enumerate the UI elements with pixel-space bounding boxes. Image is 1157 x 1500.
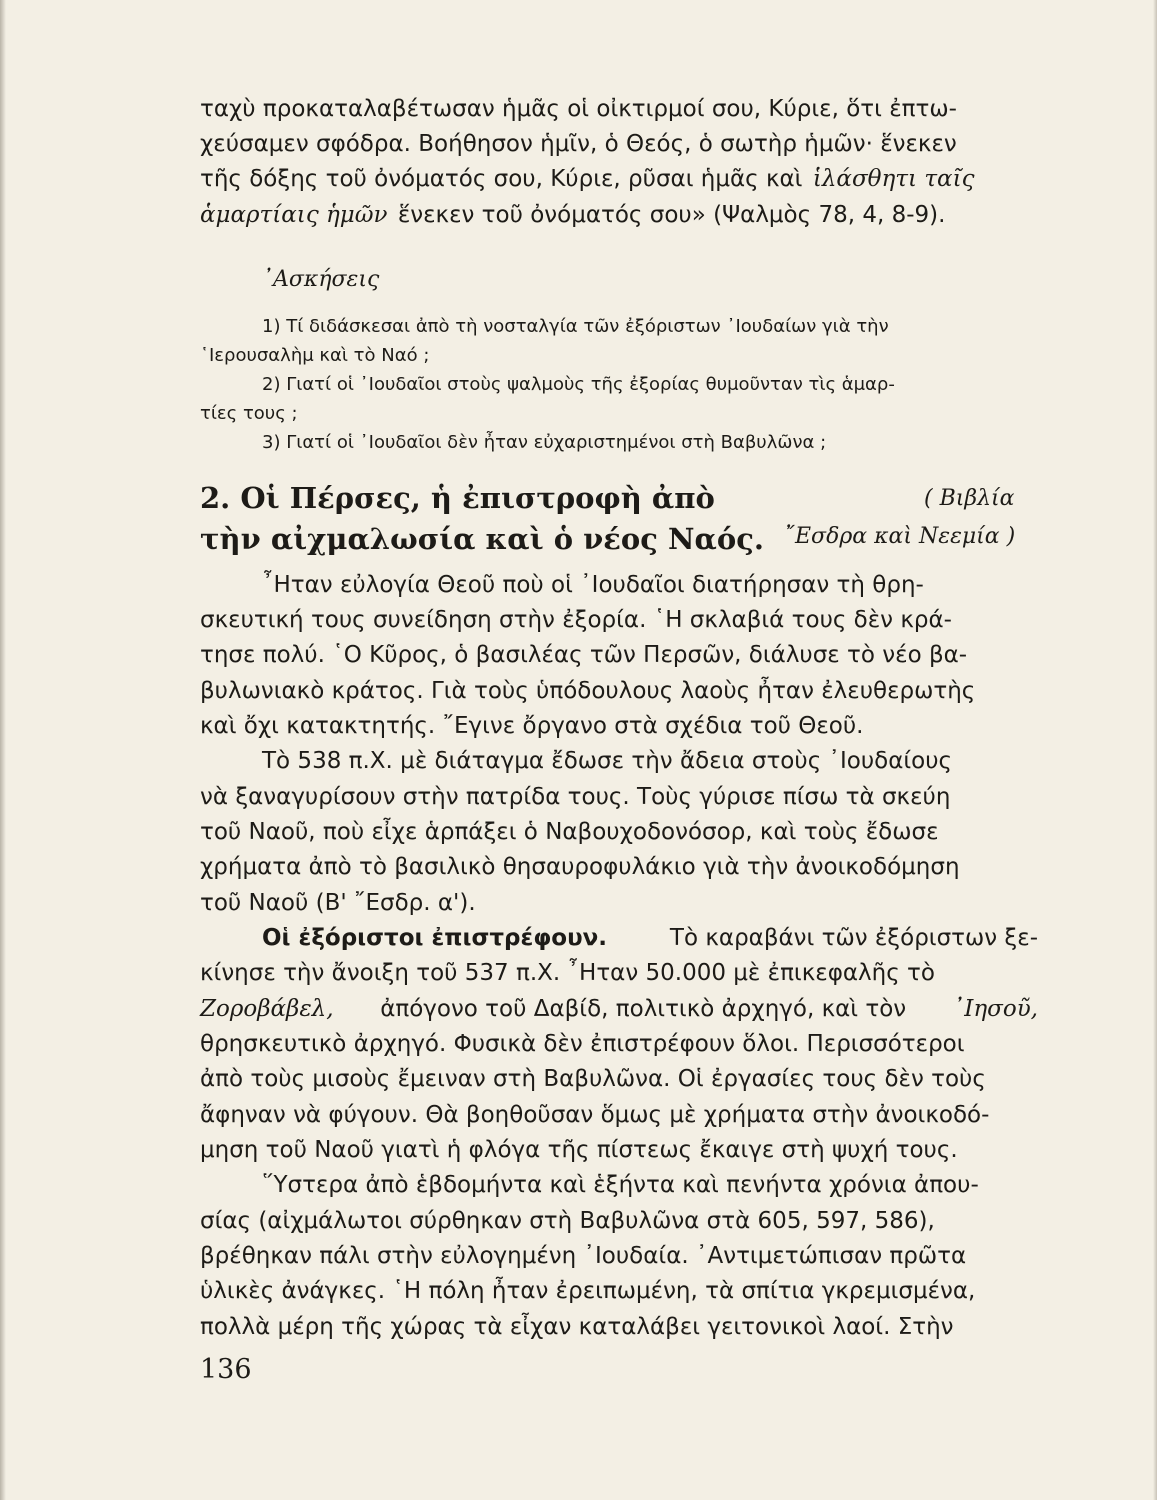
intro-line [200,200,1038,230]
exercise-line: 2) Γιατί οἱ ᾿Ιουδαῖοι στοὺς ψαλμοὺς τῆς ἐξορίας θυμοῦνταν τὶς ἁμαρ- [262,374,895,395]
body-line: ῏Ηταν εὐλογία Θεοῦ ποὺ οἱ ᾿Ιουδαῖοι διατήρησαν τὴ θρη- [262,572,924,598]
bold-subheading: Οἱ ἐξόριστοι ἐπιστρέφουν. [262,925,608,951]
exercise-line: τίες τους ; [200,403,298,424]
italic-name: Ζοροβάβελ, [200,996,334,1022]
body-line: θρησκευτικὸ ἀρχηγό. Φυσικὰ δὲν ἐπιστρέφουν ὅλοι. Περισσότεροι [200,1031,965,1057]
exercises-heading: ᾿Ασκήσεις [262,267,380,292]
intro-line-text: τῆς δόξης τοῦ ὀνόματός σου, Κύριε, ρῦσαι ἡμᾶς καὶ [200,166,803,192]
body-line: μηση τοῦ Ναοῦ γιατὶ ἡ φλόγα τῆς πίστεως ἔκαιγε στὴ ψυχή τους. [200,1137,958,1163]
body-line: χρήματα ἀπὸ τὸ βασιλικὸ θησαυροφυλάκιο γιὰ τὴν ἀνοικοδόμηση [200,854,960,880]
body-line: ἀπὸ τοὺς μισοὺς ἔμειναν στὴ Βαβυλῶνα. Οἱ ἐργασίες τους δὲν τοὺς [200,1066,986,1092]
body-line: ῞Υστερα ἀπὸ ἑβδομήντα καὶ ἑξήντα καὶ πενήντα χρόνια ἀπου- [262,1172,979,1198]
exercise-line: 3) Γιατί οἱ ᾿Ιουδαῖοι δὲν ἦταν εὐχαριστημένοι στὴ Βαβυλῶνα ; [262,432,827,453]
body-line: ἄφηναν νὰ φύγουν. Θὰ βοηθοῦσαν ὅμως μὲ χρήματα στὴν ἀνοικοδό- [200,1102,990,1128]
body-line: ὑλικὲς ἀνάγκες. ῾Η πόλη ἦταν ἐρειπωμένη, τὰ σπίτια γκρεμισμένα, [200,1278,976,1304]
body-line-text: Τὸ καραβάνι τῶν ἐξόριστων ξε- [669,925,1038,951]
body-line: βρέθηκαν πάλι στὴν εὐλογημένη ᾿Ιουδαία. ᾿Αντιμετώπισαν πρῶτα [200,1243,967,1269]
italic-name: ᾿Ιησοῦ, [952,996,1038,1022]
intro-italic-phrase: ἁμαρτίαις ἡμῶν [200,202,388,228]
body-line: νὰ ξαναγυρίσουν στὴν πατρίδα τους. Τοὺς γύρισε πίσω τὰ σκεύη [200,784,951,810]
body-line [262,923,1038,953]
page-edge-shadow-left [0,0,6,1500]
body-line: Τὸ 538 π.Χ. μὲ διάταγμα ἔδωσε τὴν ἄδεια στοὺς ᾿Ιουδαίους [262,748,953,774]
body-line: βυλωνιακὸ κράτος. Γιὰ τοὺς ὑπόδουλους λαοὺς ἦταν ἐλευθερωτὴς [200,678,976,704]
body-line: καὶ ὄχι κατακτητής. ῎Εγινε ὄργανο στὰ σχέδια τοῦ Θεοῦ. [200,713,864,739]
body-line: τοῦ Ναοῦ, ποὺ εἶχε ἁρπάξει ὁ Ναβουχοδονόσορ, καὶ τοὺς ἔδωσε [200,819,939,845]
section-title-line: 2. Οἱ Πέρσες, ἡ ἐπιστροφὴ ἀπὸ [200,481,715,515]
intro-line-text: ἕνεκεν τοῦ ὀνόματός σου» (Ψαλμὸς 78, 4, 8-9). [397,202,946,228]
body-line: σκευτική τους συνείδηση στὴν ἐξορία. ῾Η σκλαβιά τους δὲν κρά- [200,607,952,633]
intro-italic-phrase: ἱλάσθητι ταῖς [812,166,975,192]
body-line: σίας (αἰχμάλωτοι σύρθηκαν στὴ Βαβυλῶνα στὰ 605, 597, 586), [200,1208,935,1234]
body-line: τοῦ Ναοῦ (Β' ῎Εσδρ. α'). [200,890,476,916]
intro-line [200,164,1038,194]
body-line: κίνησε τὴν ἄνοιξη τοῦ 537 π.Χ. ῏Ηταν 50.000 μὲ ἐπικεφαλῆς τὸ [200,960,935,986]
exercise-line: ῾Ιερουσαλὴμ καὶ τὸ Ναό ; [200,345,430,366]
body-line-text: ἀπόγονο τοῦ Δαβίδ, πολιτικὸ ἀρχηγό, καὶ τὸν [380,996,907,1022]
section-reference: ( Βιβλία [924,486,1015,511]
body-line: πολλὰ μέρη τῆς χώρας τὰ εἶχαν καταλάβει γειτονικοὶ λαοί. Στὴν [200,1314,954,1340]
page-number: 136 [200,1354,252,1385]
section-reference: ῎Εσδρα καὶ Νεεμία ) [784,524,1016,549]
body-line [200,994,1038,1024]
exercise-line: 1) Τί διδάσκεσαι ἀπὸ τὴ νοσταλγία τῶν ἐξόριστων ᾿Ιουδαίων γιὰ τὴν [262,316,889,337]
intro-line: χεύσαμεν σφόδρα. Βοήθησον ἡμῖν, ὁ Θεός, ὁ σωτὴρ ἡμῶν· ἕνεκεν [200,131,957,157]
section-title-line: τὴν αἰχμαλωσία καὶ ὁ νέος Ναός. [200,522,764,556]
body-line: τησε πολύ. ῾Ο Κῦρος, ὁ βασιλέας τῶν Περσῶν, διάλυσε τὸ νέο βα- [200,642,968,668]
intro-line: ταχὺ προκαταλαβέτωσαν ἡμᾶς οἱ οἰκτιρμοί σου, Κύριε, ὅτι ἐπτω- [200,96,957,122]
page-edge-shadow-right [1153,0,1157,1500]
